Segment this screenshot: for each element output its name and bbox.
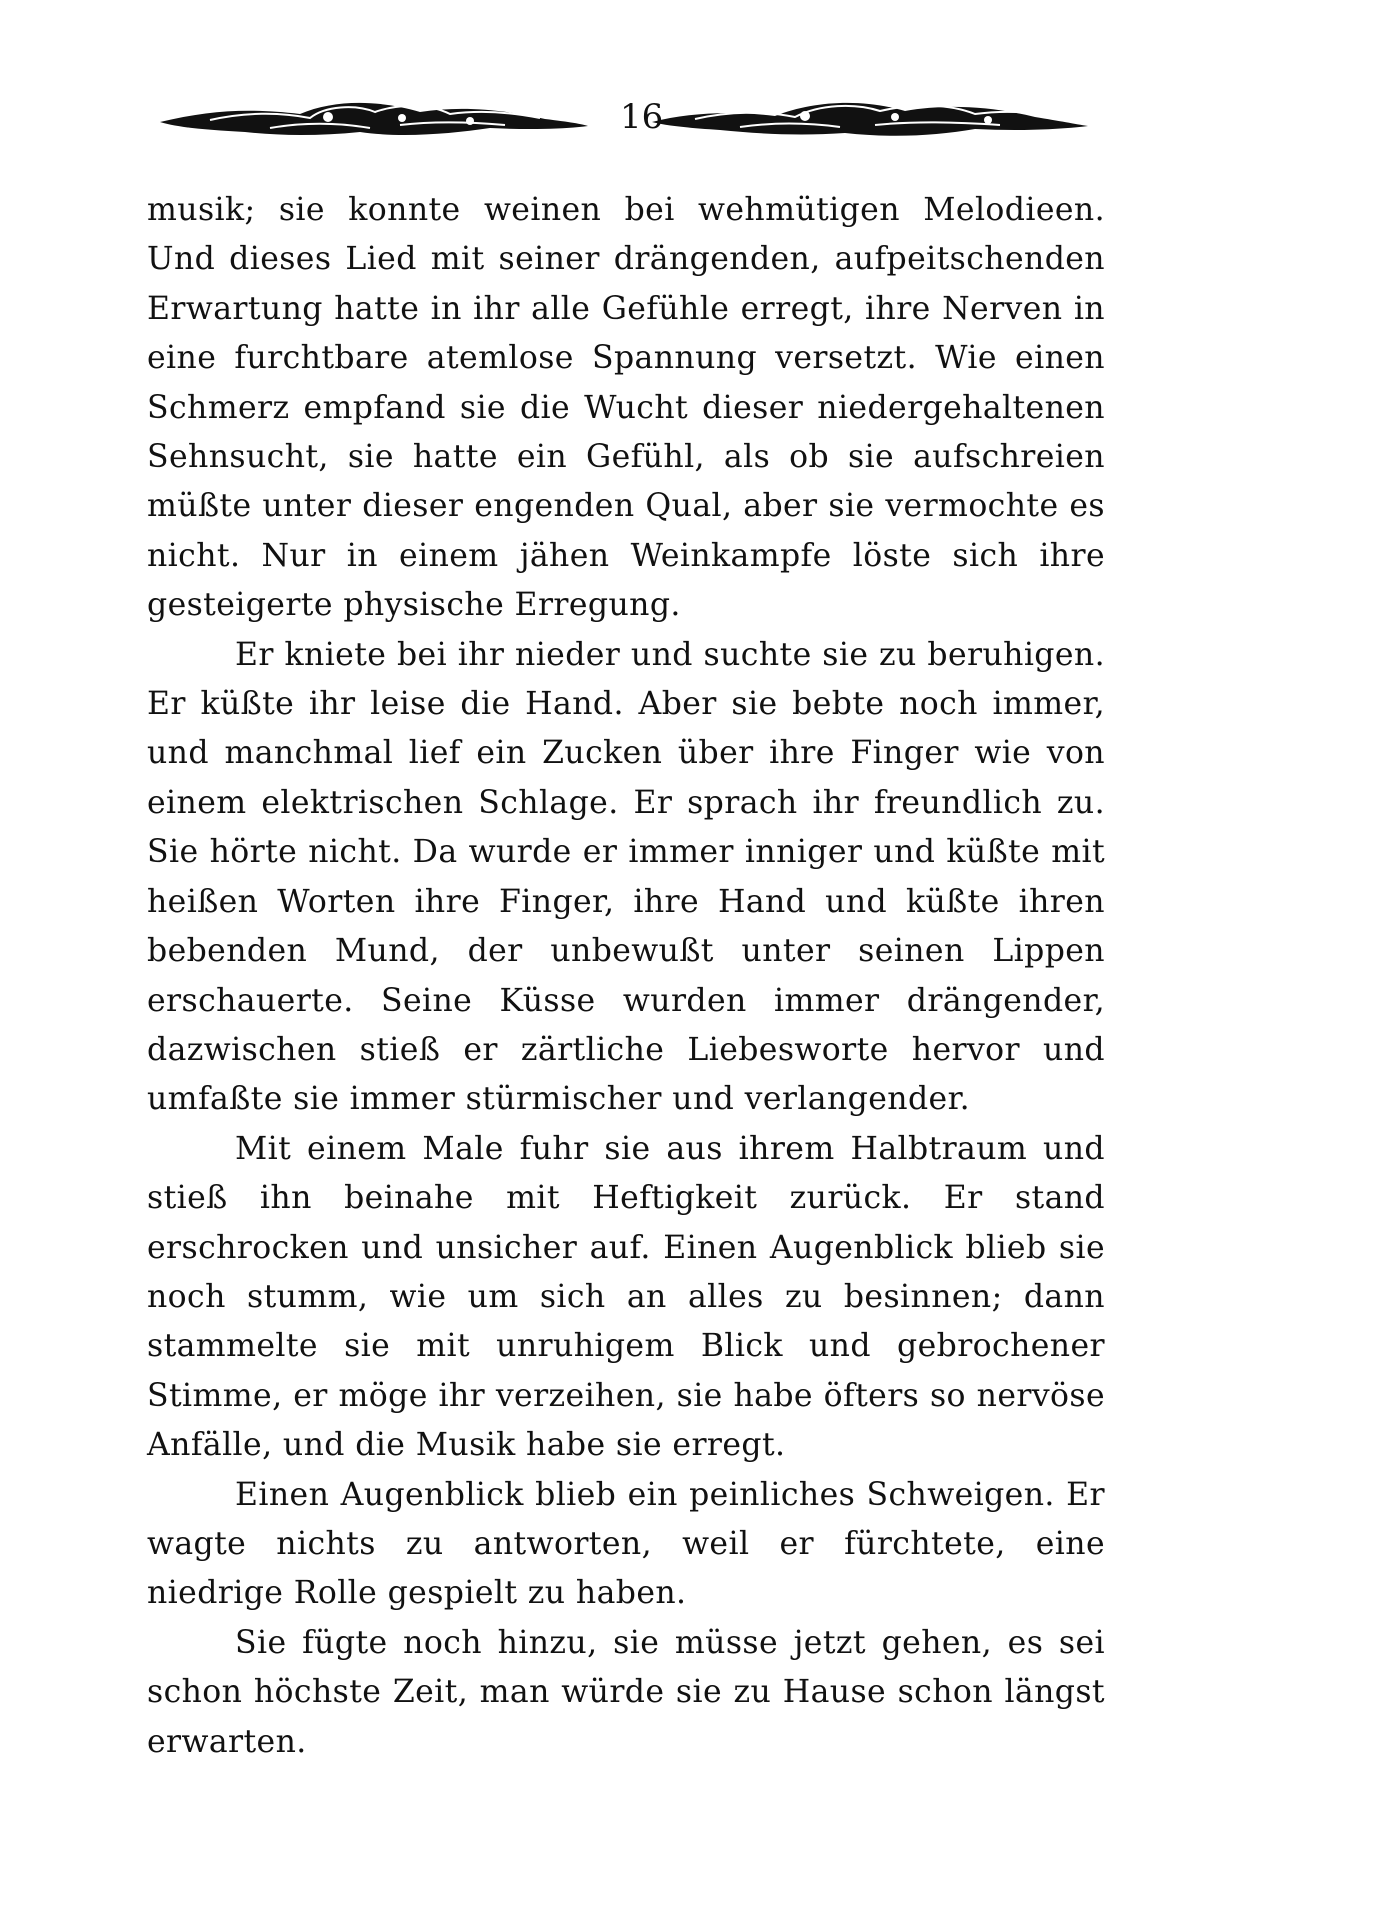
floral-ornament-right-icon [650,94,1090,150]
paragraph-2: Er kniete bei ihr nieder und suchte sie zu beruhigen. Er küßte ihr leise die Hand. Aber sie bebte noch immer, und manchmal lief ein Zucken über ihre Finger wie von einem elektrischen Schlage. Er sprach ihr freundlich zu. Sie hörte nicht. Da wurde er immer inniger und küßte mit heißen Worten ihre Finger, ihre Hand und küßte ihren bebenden Mund, der unbewußt unter seinen Lippen erschauerte. Seine Küsse wurden immer drängender, dazwischen stieß er zärtliche Liebesworte hervor und umfaßte sie immer stürmischer und verlangender. [147,636,1105,1118]
paragraph-5: Sie fügte noch hinzu, sie müsse jetzt gehen, es sei schon höchste Zeit, man würde sie zu Hause schon längst erwarten. [147,1624,1105,1760]
body-text [147,186,1105,1767]
paragraph-4: Einen Augenblick blieb ein peinliches Schweigen. Er wagte nichts zu antworten, weil er fürchtete, eine niedrige Rolle gespielt zu haben. [147,1476,1105,1612]
paragraph-3: Mit einem Male fuhr sie aus ihrem Halbtraum und stieß ihn beinahe mit Heftigkeit zurück. Er stand erschrocken und unsicher auf. Einen Augenblick blieb sie noch stumm, wie um sich an alles zu besinnen; dann stammelte sie mit unruhigem Blick und gebrochener Stimme, er möge ihr verzeihen, sie habe öfters so nervöse Anfälle, und die Musik habe sie erregt. [147,1130,1105,1464]
paragraph-1: musik; sie konnte weinen bei wehmütigen Melodieen. Und dieses Lied mit seiner drängenden, aufpeitschenden Erwartung hatte in ihr alle Gefühle erregt, ihre Nerven in eine furchtbare atemlose Spannung versetzt. Wie einen Schmerz empfand sie die Wucht dieser niedergehaltenen Sehnsucht, sie hatte ein Gefühl, als ob sie aufschreien müßte unter dieser engenden Qual, aber sie vermochte es nicht. Nur in einem jähen Weinkampfe löste sich ihre gesteigerte physische Erregung. [147,192,1105,624]
floral-ornament-left-icon [150,94,590,150]
page-header [150,92,1090,152]
page-number: 16 [620,97,664,137]
